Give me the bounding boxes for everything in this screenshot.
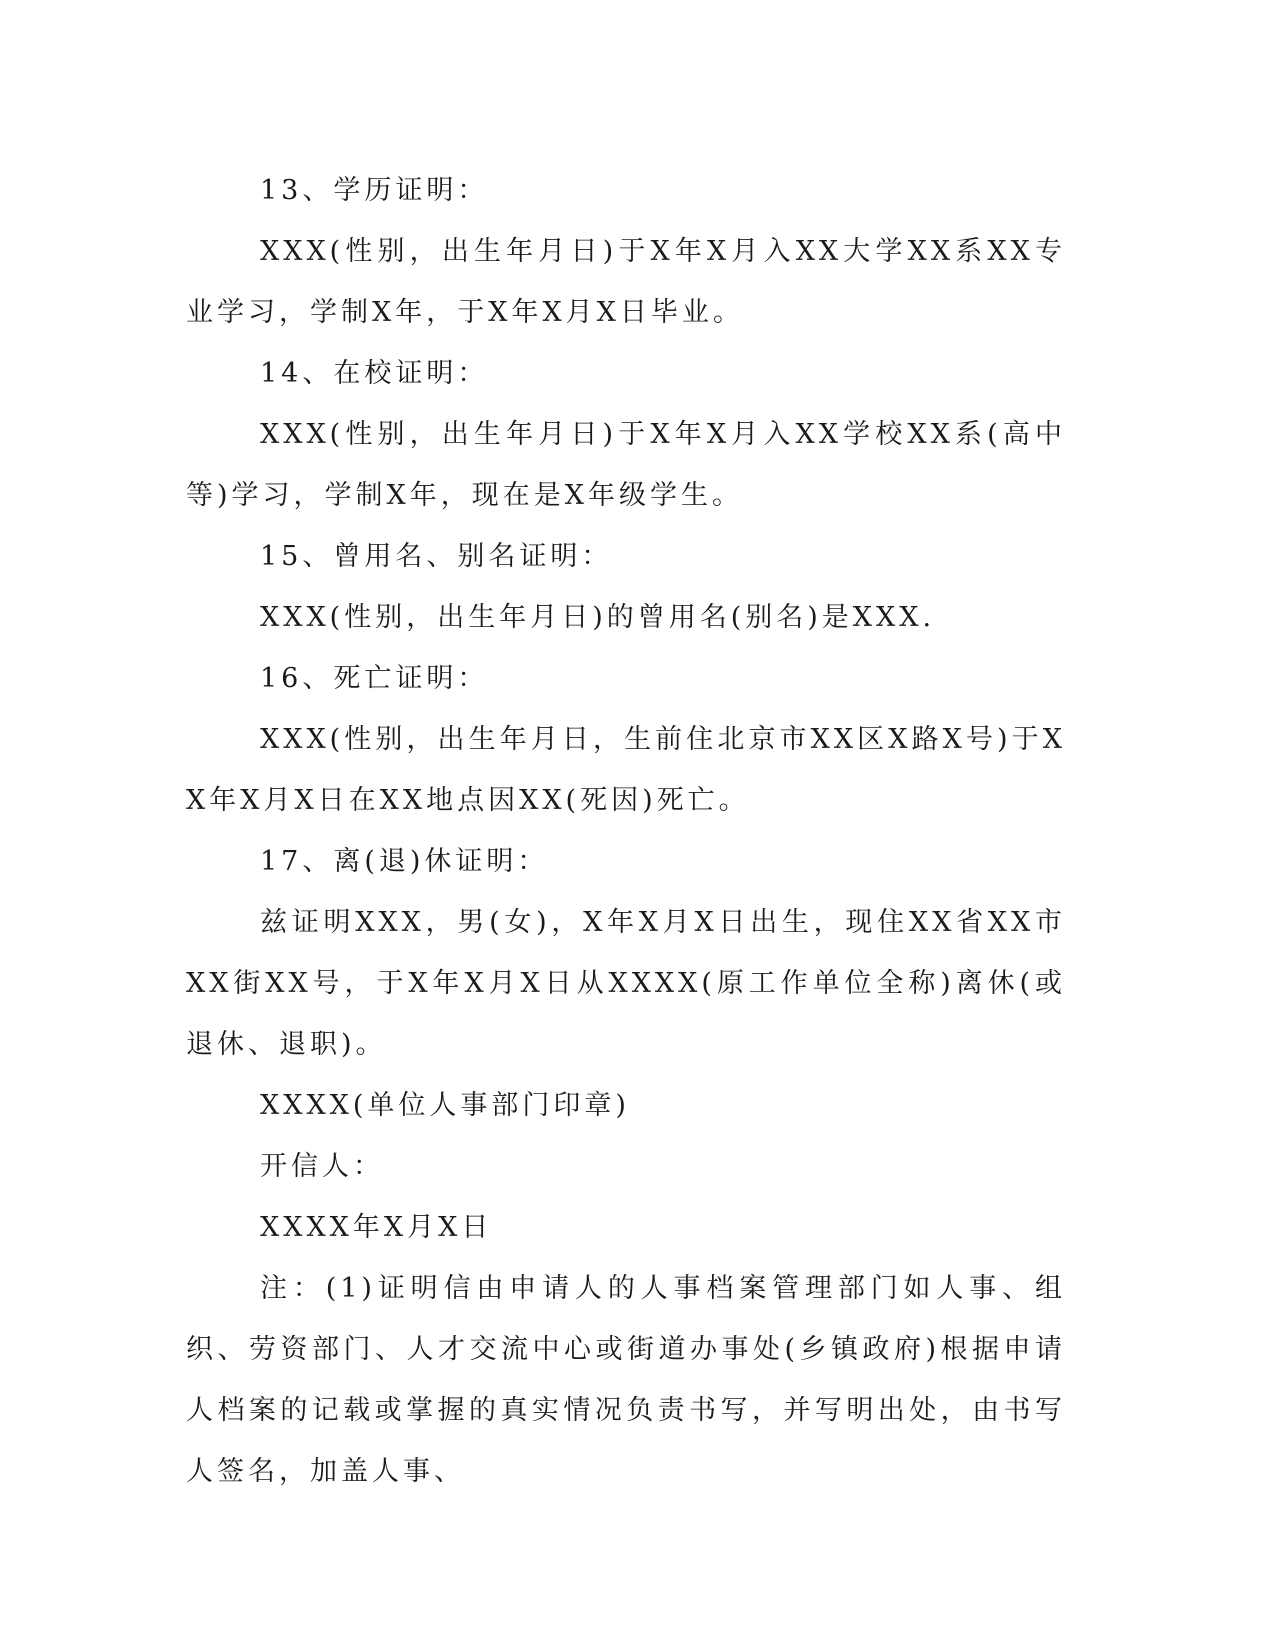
section-heading-death-certificate: 16、死亡证明： [260,663,489,694]
section-heading-retirement-certificate: 17、离(退)休证明： [260,846,549,877]
document-body [186,160,1066,1502]
section-heading-former-name-certificate: 15、曾用名、别名证明： [260,541,613,572]
enrollment-certificate-text: XXX(性别，出生年月日)于X年X月入XX学校XX系(高中等)学习，学制X年，现在是X年级学生。 [186,419,1066,511]
section-heading-enrollment-certificate: 14、在校证明： [260,358,489,389]
section-heading-education-certificate: 13、学历证明： [260,175,489,206]
former-name-certificate-text: XXX(性别，出生年月日)的曾用名(别名)是XXX. [260,602,936,633]
education-certificate-text: XXX(性别，出生年月日)于X年X月入XX大学XX系XX专业学习，学制X年，于X年X月X日毕业。 [186,236,1066,328]
issuer-line: 开信人： [260,1151,384,1182]
department-seal-line: XXXX(单位人事部门印章) [260,1090,630,1121]
date-line: XXXX年X月X日 [260,1212,493,1243]
note-paragraph: 注：(1)证明信由申请人的人事档案管理部门如人事、组织、劳资部门、人才交流中心或街道办事处(乡镇政府)根据申请人档案的记载或掌握的真实情况负责书写，并写明出处，由书写人签名，加盖人事、 [186,1273,1066,1487]
death-certificate-text: XXX(性别，出生年月日，生前住北京市XX区X路X号)于XX年X月X日在XX地点因XX(死因)死亡。 [186,724,1066,816]
retirement-certificate-text: 兹证明XXX，男(女)，X年X月X日出生，现住XX省XX市XX街XX号，于X年X月X日从XXXX(原工作单位全称)离休(或退休、退职)。 [186,907,1066,1060]
